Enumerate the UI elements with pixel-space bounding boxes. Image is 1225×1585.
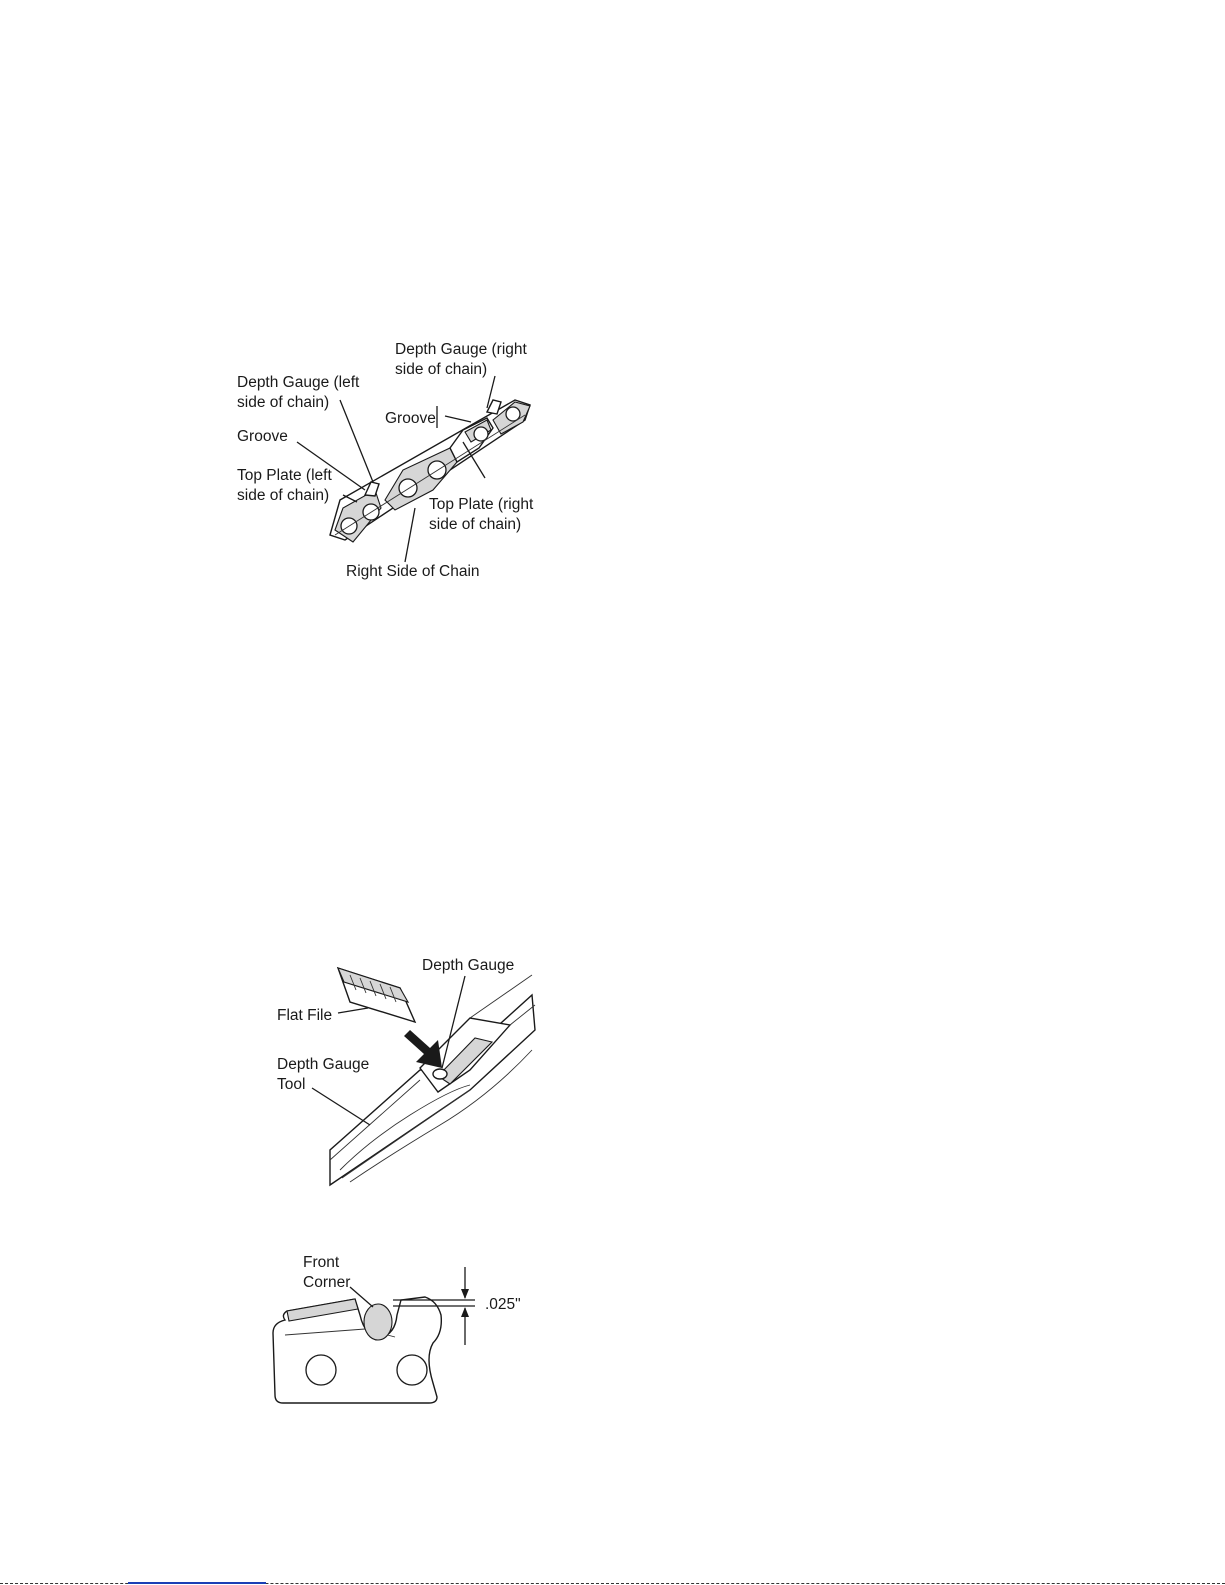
flat-file-illustration <box>338 968 415 1022</box>
arrowhead-up-icon <box>461 1307 469 1317</box>
leader-depth-gauge-tool <box>312 1088 370 1125</box>
leader-right-side-of-chain <box>405 508 415 562</box>
label-depth-gauge-left: Depth Gauge (left side of chain) <box>237 374 360 411</box>
label-top-plate-left: Top Plate (left side of chain) <box>237 467 332 504</box>
leader-depth-gauge-left <box>340 400 373 482</box>
depth-gauge-tool-illustration <box>330 975 535 1185</box>
cutter-link-illustration <box>273 1297 441 1403</box>
label-flat-file: Flat File <box>277 1007 333 1024</box>
label-clearance-value: .025" <box>485 1296 521 1313</box>
label-right-side-of-chain: Right Side of Chain <box>346 563 480 580</box>
chain-anatomy-diagram <box>225 330 555 590</box>
leader-groove-right <box>445 416 471 422</box>
label-front-corner: Front Corner <box>303 1254 351 1291</box>
label-groove-right: Groove <box>385 410 436 427</box>
downward-arrow-icon <box>404 1030 442 1068</box>
arrowhead-down-icon <box>461 1289 469 1299</box>
label-depth-gauge-tool: Depth Gauge Tool <box>277 1056 370 1093</box>
depth-gauge-filing-diagram <box>270 950 555 1195</box>
label-groove-left: Groove <box>237 428 288 445</box>
label-top-plate-right: Top Plate (right side of chain) <box>429 496 534 533</box>
footer-link-underline[interactable] <box>128 1582 266 1584</box>
leader-flat-file <box>338 1008 368 1013</box>
cutter-clearance-diagram <box>265 1245 545 1415</box>
label-depth-gauge: Depth Gauge <box>422 957 515 974</box>
label-depth-gauge-right: Depth Gauge (right side of chain) <box>395 341 527 378</box>
